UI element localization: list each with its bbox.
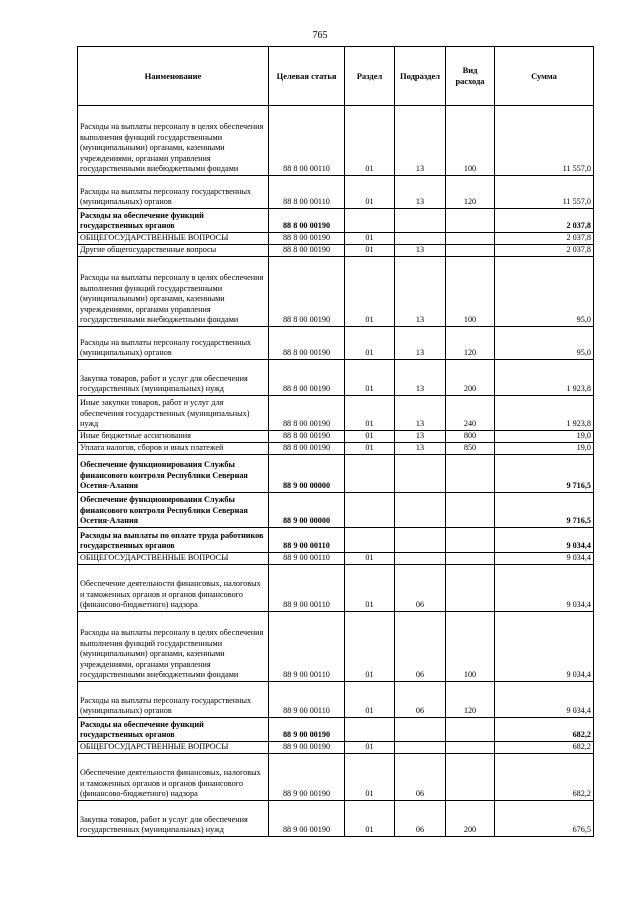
page-number: 765: [312, 30, 328, 41]
cell-name: Расходы на выплаты персоналу государственных (муниципальных) органов: [78, 176, 269, 209]
cell-target-article: 88 9 00 00110: [269, 528, 345, 553]
cell-expense-type: [446, 233, 495, 245]
cell-subsection: 13: [395, 176, 446, 209]
cell-sum: 676,5: [495, 801, 594, 837]
cell-subsection: 06: [395, 612, 446, 682]
table-row: [78, 176, 594, 209]
header-subsection: Подраздел: [395, 47, 446, 106]
cell-sum: 2 037,8: [495, 233, 594, 245]
cell-subsection: 13: [395, 245, 446, 257]
cell-sum: 1 923,8: [495, 396, 594, 431]
cell-name: Расходы на выплаты персоналу в целях обеспечения выполнения функций государственными (муниципальными) органами, казенными учреждениями, органами управления государственными внебюджетными фондами: [78, 612, 269, 682]
table-row: [78, 718, 594, 742]
cell-subsection: 13: [395, 431, 446, 443]
cell-target-article: 88 8 00 00190: [269, 396, 345, 431]
cell-name: Обеспечение деятельности финансовых, налоговых и таможенных органов и органов финансового (финансово-бюджетного) надзора: [78, 565, 269, 612]
cell-subsection: 13: [395, 360, 446, 396]
cell-name: Обеспечение функционирования Службы финансового контроля Республики Северная Осетия-Алания: [78, 493, 269, 528]
budget-table: [77, 46, 594, 837]
cell-expense-type: 800: [446, 431, 495, 443]
cell-sum: 95,0: [495, 257, 594, 327]
table-body: [78, 106, 594, 837]
cell-subsection: 06: [395, 682, 446, 718]
cell-expense-type: [446, 565, 495, 612]
cell-subsection: 06: [395, 565, 446, 612]
table-row: [78, 801, 594, 837]
cell-subsection: 13: [395, 396, 446, 431]
cell-sum: 9 034,4: [495, 682, 594, 718]
cell-section: 01: [345, 106, 395, 176]
cell-sum: 9 034,4: [495, 528, 594, 553]
cell-section: 01: [345, 565, 395, 612]
cell-target-article: 88 8 00 00190: [269, 209, 345, 233]
table-row: [78, 754, 594, 801]
cell-target-article: 88 9 00 00110: [269, 682, 345, 718]
cell-subsection: [395, 528, 446, 553]
cell-expense-type: 240: [446, 396, 495, 431]
cell-expense-type: [446, 455, 495, 493]
cell-section: [345, 528, 395, 553]
table-row: [78, 431, 594, 443]
header-name: Наименование: [78, 47, 269, 106]
table-row: [78, 327, 594, 360]
table-row: [78, 245, 594, 257]
cell-subsection: [395, 742, 446, 754]
cell-target-article: 88 8 00 00190: [269, 431, 345, 443]
table-row: [78, 742, 594, 754]
cell-section: [345, 493, 395, 528]
cell-sum: 9 034,4: [495, 565, 594, 612]
table-row: [78, 360, 594, 396]
cell-sum: 2 037,8: [495, 245, 594, 257]
cell-target-article: 88 9 00 00000: [269, 455, 345, 493]
table-row: [78, 257, 594, 327]
table-row: [78, 233, 594, 245]
table-row: [78, 106, 594, 176]
cell-expense-type: 120: [446, 176, 495, 209]
cell-target-article: 88 8 00 00190: [269, 257, 345, 327]
cell-sum: 682,2: [495, 742, 594, 754]
cell-subsection: 06: [395, 754, 446, 801]
cell-sum: 9 034,4: [495, 553, 594, 565]
cell-expense-type: 200: [446, 360, 495, 396]
cell-sum: 682,2: [495, 718, 594, 742]
cell-section: 01: [345, 612, 395, 682]
cell-target-article: 88 8 00 00110: [269, 176, 345, 209]
table-row: [78, 528, 594, 553]
cell-target-article: 88 8 00 00190: [269, 245, 345, 257]
cell-subsection: 06: [395, 801, 446, 837]
cell-subsection: 13: [395, 443, 446, 455]
cell-target-article: 88 8 00 00190: [269, 360, 345, 396]
cell-sum: 682,2: [495, 754, 594, 801]
cell-target-article: 88 8 00 00190: [269, 443, 345, 455]
cell-subsection: [395, 233, 446, 245]
cell-target-article: 88 8 00 00110: [269, 106, 345, 176]
cell-expense-type: 850: [446, 443, 495, 455]
table-row: [78, 443, 594, 455]
cell-expense-type: [446, 245, 495, 257]
cell-target-article: 88 8 00 00190: [269, 233, 345, 245]
cell-expense-type: 120: [446, 682, 495, 718]
cell-name: Иные закупки товаров, работ и услуг для обеспечения государственных (муниципальных) нужд: [78, 396, 269, 431]
cell-subsection: [395, 553, 446, 565]
cell-subsection: 13: [395, 257, 446, 327]
cell-subsection: [395, 493, 446, 528]
cell-name: ОБЩЕГОСУДАРСТВЕННЫЕ ВОПРОСЫ: [78, 553, 269, 565]
cell-section: 01: [345, 443, 395, 455]
cell-expense-type: 120: [446, 327, 495, 360]
cell-expense-type: [446, 553, 495, 565]
cell-name: Расходы на обеспечение функций государственных органов: [78, 209, 269, 233]
cell-name: ОБЩЕГОСУДАРСТВЕННЫЕ ВОПРОСЫ: [78, 233, 269, 245]
cell-sum: 1 923,8: [495, 360, 594, 396]
cell-sum: 9 034,4: [495, 612, 594, 682]
cell-name: Иные бюджетные ассигнования: [78, 431, 269, 443]
cell-target-article: 88 9 00 00000: [269, 493, 345, 528]
cell-section: 01: [345, 754, 395, 801]
cell-name: Расходы на выплаты персоналу государственных (муниципальных) органов: [78, 682, 269, 718]
cell-expense-type: 100: [446, 612, 495, 682]
cell-section: 01: [345, 682, 395, 718]
cell-section: 01: [345, 396, 395, 431]
cell-target-article: 88 8 00 00190: [269, 327, 345, 360]
cell-subsection: 13: [395, 327, 446, 360]
cell-name: Закупка товаров, работ и услуг для обеспечения государственных (муниципальных) нужд: [78, 360, 269, 396]
cell-section: 01: [345, 742, 395, 754]
cell-target-article: 88 9 00 00110: [269, 565, 345, 612]
cell-target-article: 88 9 00 00190: [269, 754, 345, 801]
cell-name: Обеспечение деятельности финансовых, налоговых и таможенных органов и органов финансового (финансово-бюджетного) надзора: [78, 754, 269, 801]
cell-section: 01: [345, 360, 395, 396]
cell-section: [345, 718, 395, 742]
cell-name: Расходы на обеспечение функций государственных органов: [78, 718, 269, 742]
header-section: Раздел: [345, 47, 395, 106]
header-expense-type: Вид расхода: [446, 47, 495, 106]
cell-section: 01: [345, 553, 395, 565]
cell-target-article: 88 9 00 00190: [269, 801, 345, 837]
table-header-row: [78, 47, 594, 106]
cell-section: 01: [345, 327, 395, 360]
cell-subsection: [395, 209, 446, 233]
cell-section: 01: [345, 431, 395, 443]
header-sum: Сумма: [495, 47, 594, 106]
table-row: [78, 565, 594, 612]
table-row: [78, 553, 594, 565]
table-row: [78, 396, 594, 431]
table-row: [78, 455, 594, 493]
cell-name: Обеспечение функционирования Службы финансового контроля Республики Северная Осетия-Алания: [78, 455, 269, 493]
cell-sum: 9 716,5: [495, 455, 594, 493]
cell-subsection: [395, 455, 446, 493]
cell-name: Закупка товаров, работ и услуг для обеспечения государственных (муниципальных) нужд: [78, 801, 269, 837]
cell-expense-type: [446, 528, 495, 553]
cell-section: 01: [345, 801, 395, 837]
cell-sum: 19,0: [495, 431, 594, 443]
table-row: [78, 493, 594, 528]
cell-sum: 11 557,0: [495, 176, 594, 209]
cell-name: Расходы на выплаты персоналу в целях обеспечения выполнения функций государственными (муниципальными) органами, казенными учреждениями, органами управления государственными внебюджетными фондами: [78, 257, 269, 327]
cell-expense-type: 200: [446, 801, 495, 837]
table-row: [78, 209, 594, 233]
cell-name: ОБЩЕГОСУДАРСТВЕННЫЕ ВОПРОСЫ: [78, 742, 269, 754]
cell-target-article: 88 9 00 00190: [269, 742, 345, 754]
cell-expense-type: [446, 742, 495, 754]
cell-expense-type: [446, 493, 495, 528]
table-row: [78, 682, 594, 718]
cell-section: 01: [345, 245, 395, 257]
cell-name: Расходы на выплаты персоналу в целях обеспечения выполнения функций государственными (муниципальными) органами, казенными учреждениями, органами управления государственными внебюджетными фондами: [78, 106, 269, 176]
cell-sum: 95,0: [495, 327, 594, 360]
cell-name: Расходы на выплаты по оплате труда работников государственных органов: [78, 528, 269, 553]
cell-section: [345, 455, 395, 493]
cell-sum: 9 716,5: [495, 493, 594, 528]
cell-sum: 2 037,8: [495, 209, 594, 233]
table-row: [78, 612, 594, 682]
cell-section: 01: [345, 176, 395, 209]
cell-subsection: [395, 718, 446, 742]
cell-sum: 19,0: [495, 443, 594, 455]
cell-name: Другие общегосударственные вопросы: [78, 245, 269, 257]
cell-expense-type: 100: [446, 106, 495, 176]
cell-section: 01: [345, 233, 395, 245]
cell-name: Уплата налогов, сборов и иных платежей: [78, 443, 269, 455]
cell-name: Расходы на выплаты персоналу государственных (муниципальных) органов: [78, 327, 269, 360]
cell-subsection: 13: [395, 106, 446, 176]
cell-expense-type: [446, 754, 495, 801]
cell-section: [345, 209, 395, 233]
cell-expense-type: 100: [446, 257, 495, 327]
cell-sum: 11 557,0: [495, 106, 594, 176]
cell-expense-type: [446, 718, 495, 742]
cell-target-article: 88 9 00 00110: [269, 553, 345, 565]
cell-expense-type: [446, 209, 495, 233]
cell-section: 01: [345, 257, 395, 327]
cell-target-article: 88 9 00 00110: [269, 612, 345, 682]
header-target-article: Целевая статья: [269, 47, 345, 106]
cell-target-article: 88 9 00 00190: [269, 718, 345, 742]
